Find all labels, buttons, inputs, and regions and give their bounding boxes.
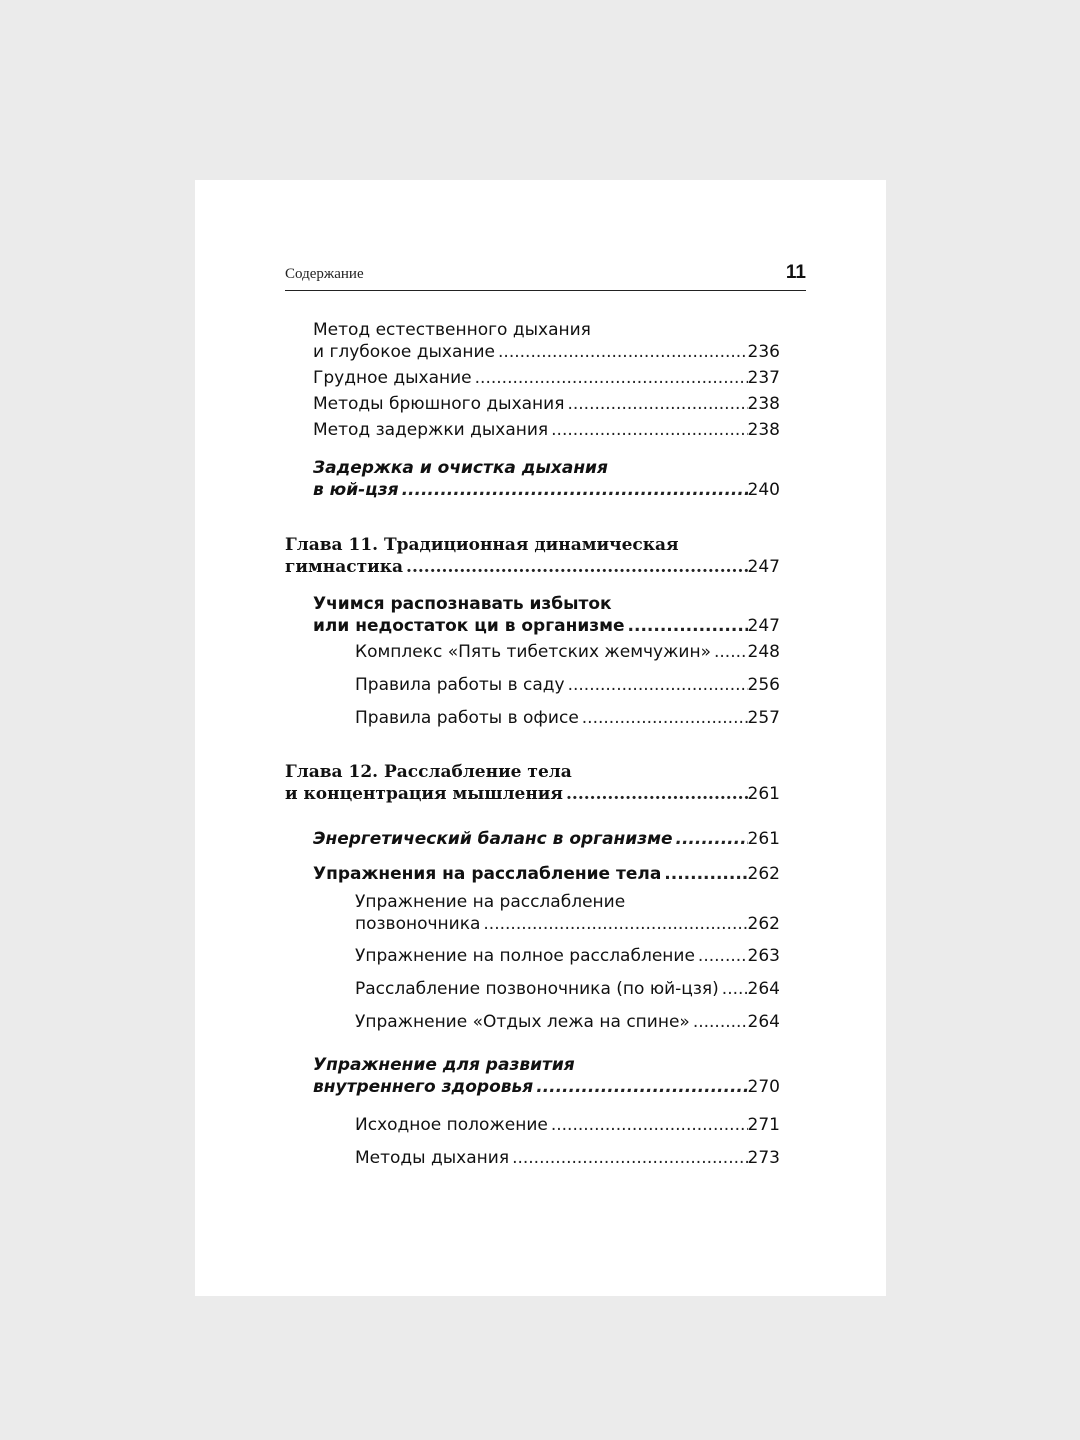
entry-page-number: 264 (747, 979, 780, 999)
dot-leader (475, 367, 748, 389)
entry-title-line: внутреннего здоровья (313, 1077, 534, 1097)
toc-chapter[interactable] (285, 761, 780, 805)
toc-subentry[interactable] (355, 891, 780, 935)
dot-leader (722, 978, 748, 1000)
entry-page-number: 263 (747, 946, 780, 966)
dot-leader (693, 1011, 748, 1033)
entry-title-line: Задержка и очистка дыхания (313, 458, 608, 478)
entry-title-line: Грудное дыхание (313, 368, 472, 388)
dot-leader (566, 783, 748, 805)
entry-page-number: 247 (747, 557, 780, 577)
entry-title-line: Упражнение на расслабление (355, 892, 626, 912)
entry-title-line: Правила работы в саду (355, 675, 565, 695)
chapter-title-line: гимнастика (285, 557, 404, 577)
entry-title-line: Метод естественного дыхания (313, 320, 591, 340)
toc-subentry[interactable] (355, 707, 780, 729)
entry-page-number: 264 (747, 1012, 780, 1032)
toc-entry[interactable] (313, 319, 780, 363)
entry-title-line: и глубокое дыхание (313, 342, 496, 362)
dot-leader (512, 1147, 747, 1169)
entry-page-number: 257 (747, 708, 780, 728)
entry-page-number: 238 (747, 394, 780, 414)
chapter-title-line: Глава 12. Расслабление тела (285, 762, 572, 782)
entry-title-line: Методы брюшного дыхания (313, 394, 565, 414)
entry-page-number: 261 (747, 829, 780, 849)
dot-leader (714, 641, 748, 663)
chapter-title-line: Глава 11. Традиционная динамическая (285, 535, 679, 555)
toc-subentry[interactable] (355, 1147, 780, 1169)
toc-subentry[interactable] (355, 945, 780, 967)
dot-leader (568, 674, 748, 696)
running-header (285, 262, 806, 291)
entry-title-line: Упражнение для развития (313, 1055, 575, 1075)
page-number: 11 (785, 262, 806, 283)
entry-title-line: Учимся распознавать избыток (313, 594, 612, 614)
toc-subentry[interactable] (355, 1011, 780, 1033)
entry-page-number: 247 (747, 616, 780, 636)
running-title: Содержание (285, 266, 364, 282)
toc-entry[interactable] (313, 863, 780, 885)
entry-page-number: 256 (747, 675, 780, 695)
toc-subentry[interactable] (355, 641, 780, 663)
dot-leader (406, 556, 748, 578)
toc-entry[interactable] (313, 367, 780, 389)
dot-leader (567, 393, 747, 415)
entry-title-line: в юй-цзя (313, 480, 399, 500)
entry-page-number: 273 (747, 1148, 780, 1168)
toc-subentry[interactable] (355, 674, 780, 696)
entry-title-line: Исходное положение (355, 1115, 548, 1135)
entry-title-line: Упражнение «Отдых лежа на спине» (355, 1012, 690, 1032)
entry-page-number: 248 (747, 642, 780, 662)
dot-leader (402, 479, 748, 501)
toc-subentry[interactable] (355, 978, 780, 1000)
entry-title-line: Энергетический баланс в организме (313, 829, 673, 849)
toc-subentry[interactable] (355, 1114, 780, 1136)
toc-entry[interactable] (313, 457, 780, 501)
entry-title-line: Комплекс «Пять тибетских жемчужин» (355, 642, 711, 662)
dot-leader (483, 913, 747, 935)
entry-title-line: Правила работы в офисе (355, 708, 579, 728)
toc-entry[interactable] (313, 1054, 780, 1098)
entry-page-number: 262 (747, 864, 780, 884)
entry-page-number: 271 (747, 1115, 780, 1135)
dot-leader (664, 863, 747, 885)
dot-leader (551, 1114, 748, 1136)
entry-page-number: 262 (747, 914, 780, 934)
entry-title-line: или недостаток ци в организме (313, 616, 625, 636)
entry-title-line: Метод задержки дыхания (313, 420, 549, 440)
entry-page-number: 238 (747, 420, 780, 440)
dot-leader (698, 945, 748, 967)
toc-entry[interactable] (313, 828, 780, 850)
dot-leader (551, 419, 747, 441)
chapter-title-line: и концентрация мышления (285, 784, 563, 804)
dot-leader (628, 615, 748, 637)
dot-leader (582, 707, 748, 729)
dot-leader (536, 1076, 747, 1098)
entry-page-number: 270 (747, 1077, 780, 1097)
dot-leader (676, 828, 748, 850)
entry-page-number: 240 (747, 480, 780, 500)
toc-entry[interactable] (313, 593, 780, 637)
toc-chapter[interactable] (285, 534, 780, 578)
dot-leader (498, 341, 748, 363)
entry-title-line: Упражнения на расслабление тела (313, 864, 662, 884)
entry-title-line: позвоночника (355, 914, 481, 934)
entry-page-number: 236 (747, 342, 780, 362)
entry-page-number: 261 (747, 784, 780, 804)
entry-title-line: Упражнение на полное расслабление (355, 946, 695, 966)
entry-page-number: 237 (747, 368, 780, 388)
entry-title-line: Методы дыхания (355, 1148, 510, 1168)
entry-title-line: Расслабление позвоночника (по юй-цзя) (355, 979, 719, 999)
toc-entry[interactable] (313, 419, 780, 441)
toc-entry[interactable] (313, 393, 780, 415)
